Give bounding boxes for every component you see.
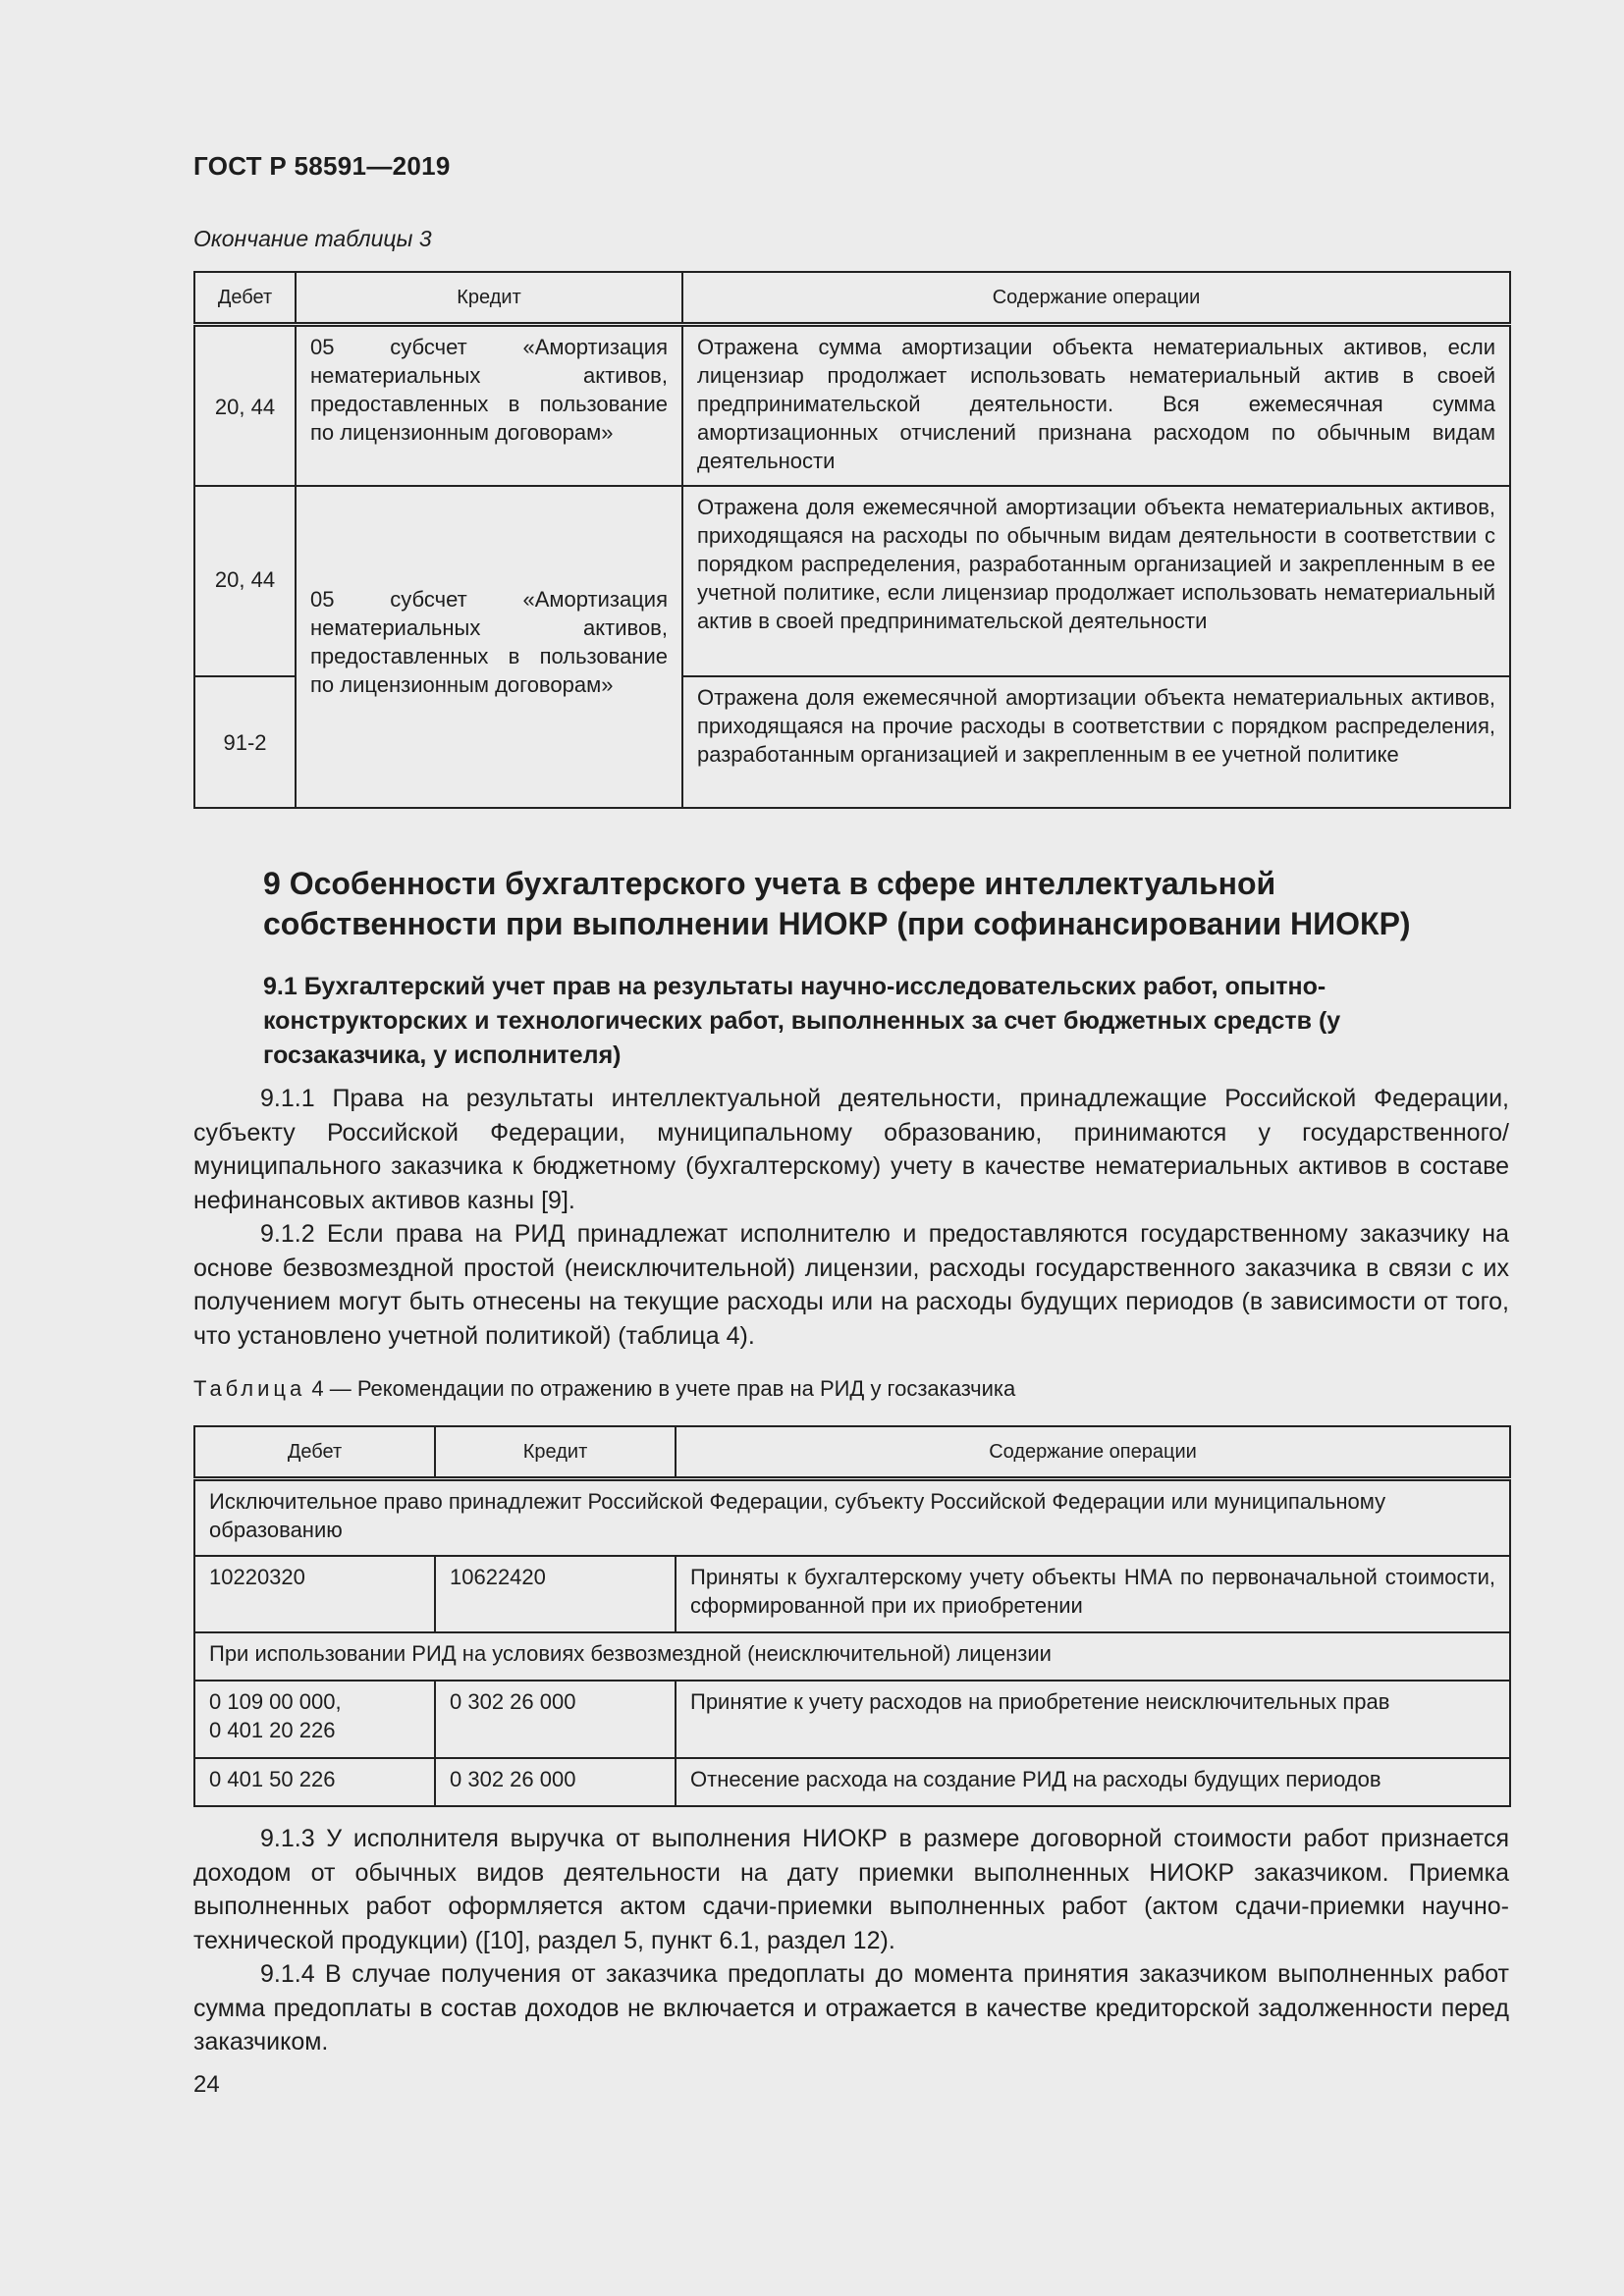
section-cell: Исключительное право принадлежит Российской Федерации, субъекту Российской Федерации или муниципальному образованию — [194, 1479, 1510, 1556]
table-section-row — [194, 1479, 1510, 1556]
page-number: 24 — [193, 2071, 220, 2098]
credit-cell: 05 субсчет «Амортизация нематериальных активов, предоставленных в пользование по лицензионным договорам» — [296, 325, 682, 486]
content-cell: Отнесение расхода на создание РИД на расходы будущих периодов — [676, 1758, 1510, 1806]
debit-line: 0 401 20 226 — [209, 1717, 336, 1742]
body-text — [193, 1082, 1509, 1353]
credit-cell: 0 302 26 000 — [435, 1681, 676, 1758]
table-row — [194, 1758, 1510, 1806]
table-caption — [193, 1376, 1015, 1402]
table-caption-text: 4 — Рекомендации по отражению в учете прав на РИД у госзаказчика — [305, 1376, 1016, 1401]
debit-cell — [194, 1681, 435, 1758]
debit-cell: 20, 44 — [194, 325, 296, 486]
table-header-row — [194, 1426, 1510, 1479]
debit-cell: 0 401 50 226 — [194, 1758, 435, 1806]
table-row — [194, 325, 1510, 486]
section-cell: При использовании РИД на условиях безвозмездной (неисключительной) лицензии — [194, 1632, 1510, 1681]
subsection-title: 9.1 Бухгалтерский учет прав на результаты научно-исследовательских работ, опытно-конструкторских и технологических работ, выполненных за счет бюджетных средств (у госзаказчика, у исполнителя) — [263, 973, 1341, 1069]
column-header-credit: Кредит — [435, 1426, 676, 1479]
column-header-content: Содержание операции — [676, 1426, 1510, 1479]
content-cell: Принятие к учету расходов на приобретение неисключительных прав — [676, 1681, 1510, 1758]
content-cell: Отражена сумма амортизации объекта нематериальных активов, если лицензиар продолжает использовать нематериальный актив в своей предпринимательской деятельности. Вся ежемесячная сумма амортизационных отчислений признана расходом по обычным видам деятельности — [682, 325, 1510, 486]
column-header-content: Содержание операции — [682, 272, 1510, 325]
section-title: 9 Особенности бухгалтерского учета в сфере интеллектуальной собственности при выполнении НИОКР (при софинансировании НИОКР) — [263, 866, 1411, 941]
table-row — [194, 1681, 1510, 1758]
column-header-debit: Дебет — [194, 272, 296, 325]
credit-cell: 05 субсчет «Амортизация нематериальных активов, предоставленных в пользование по лицензионным договорам» — [296, 486, 682, 808]
table-header-row — [194, 272, 1510, 325]
paragraph: 9.1.2 Если права на РИД принадлежат исполнителю и предоставляются государственному заказчику на основе безвозмездной простой (неисключительной) лицензии, расходы государственного заказчика в связи с их получением могут быть отнесены на текущие расходы или на расходы будущих периодов (в зависимости от того, что установлено учетной политикой) (таблица 4). — [193, 1220, 1509, 1350]
body-text — [193, 1822, 1509, 2059]
paragraph: 9.1.4 В случае получения от заказчика предоплаты до момента принятия заказчиком выполненных работ сумма предоплаты в состав доходов не включается и отражается в качестве кредиторской задолженности перед заказчиком. — [193, 1960, 1509, 2056]
debit-cell: 10220320 — [194, 1556, 435, 1632]
table-row — [194, 1556, 1510, 1632]
paragraph: 9.1.1 Права на результаты интеллектуальной деятельности, принадлежащие Российской Федерации, субъекту Российской Федерации, муниципальному образованию, принимаются у государственного/муниципального заказчика к бюджетному (бухгалтерскому) учету в качестве нематериальных активов в составе нефинансовых активов казны [9]. — [193, 1085, 1509, 1214]
table-section-row — [194, 1632, 1510, 1681]
paragraph: 9.1.3 У исполнителя выручка от выполнения НИОКР в размере договорной стоимости работ признается доходом от обычных видов деятельности на дату приемки выполненных НИОКР заказчиком. Приемка выполненных работ оформляется актом сдачи-приемки выполненных работ (актом сдачи-приемки научно-технической продукции) ([10], раздел 5, пункт 6.1, раздел 12). — [193, 1825, 1509, 1954]
table-3 — [193, 271, 1511, 809]
content-cell: Отражена доля ежемесячной амортизации объекта нематериальных активов, приходящаяся на расходы по обычным видам деятельности в соответствии с порядком распределения, разработанным организацией и закрепленным в ее учетной политике, если лицензиар продолжает использовать нематериальный актив в своей предпринимательской деятельности — [682, 486, 1510, 676]
credit-cell: 10622420 — [435, 1556, 676, 1632]
document-code: ГОСТ Р 58591—2019 — [193, 151, 451, 181]
content-cell: Отражена доля ежемесячной амортизации объекта нематериальных активов, приходящаяся на прочие расходы в соответствии с порядком распределения, разработанным организацией и закрепленным в ее учетной политике — [682, 676, 1510, 808]
table-caption-label: Таблица — [193, 1376, 306, 1401]
content-cell: Приняты к бухгалтерскому учету объекты НМА по первоначальной стоимости, сформированной при их приобретении — [676, 1556, 1510, 1632]
table-row — [194, 486, 1510, 676]
credit-cell: 0 302 26 000 — [435, 1758, 676, 1806]
debit-line: 0 109 00 000, — [209, 1688, 342, 1714]
table-continuation-label: Окончание таблицы 3 — [193, 226, 432, 251]
column-header-debit: Дебет — [194, 1426, 435, 1479]
debit-cell: 20, 44 — [194, 486, 296, 676]
table-4 — [193, 1425, 1511, 1807]
debit-cell: 91-2 — [194, 676, 296, 808]
column-header-credit: Кредит — [296, 272, 682, 325]
